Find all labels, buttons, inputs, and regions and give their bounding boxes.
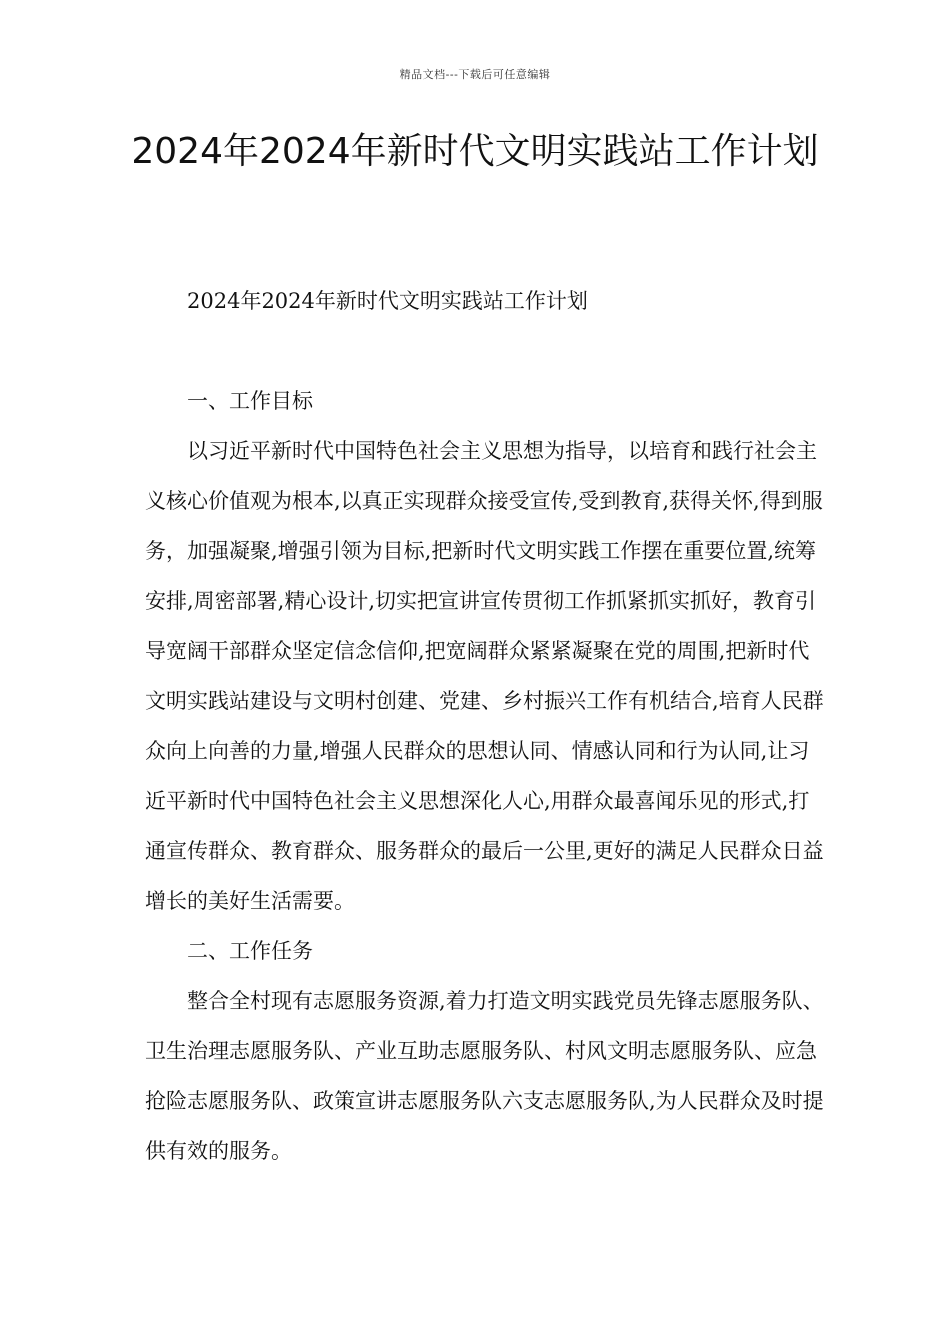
document-body bbox=[145, 276, 825, 1176]
section-paragraph-tasks: 整合全村现有志愿服务资源,着力打造文明实践党员先锋志愿服务队、卫生治理志愿服务队、产业互助志愿服务队、村风文明志愿服务队、应急抢险志愿服务队、政策宣讲志愿服务队六支志愿服务队,为人民群众及时提供有效的服务。 bbox=[145, 989, 824, 1163]
document-title: 2024年2024年新时代文明实践站工作计划 bbox=[131, 131, 819, 172]
document-subtitle: 2024年2024年新时代文明实践站工作计划 bbox=[187, 289, 588, 313]
section-heading-goals: 一、工作目标 bbox=[187, 389, 313, 413]
section-paragraph-goals: 以习近平新时代中国特色社会主义思想为指导，以培育和践行社会主义核心价值观为根本,以真正实现群众接受宣传,受到教育,获得关怀,得到服务，加强凝聚,增强引领为目标,把新时代文明实践工作摆在重要位置,统筹安排,周密部署,精心设计,切实把宣讲宣传贯彻工作抓紧抓实抓好，教育引导宽阔干部群众坚定信念信仰,把宽阔群众紧紧凝聚在党的周围,把新时代文明实践站建设与文明村创建、党建、乡村振兴工作有机结合,培育人民群众向上向善的力量,增强人民群众的思想认同、情感认同和行为认同,让习近平新时代中国特色社会主义思想深化人心,用群众最喜闻乐见的形式,打通宣传群众、教育群众、服务群众的最后一公里,更好的满足人民群众日益增长的美好生活需要。 bbox=[145, 439, 824, 913]
section-heading-tasks: 二、工作任务 bbox=[187, 939, 313, 963]
page-header-note: 精品文档---下载后可任意编辑 bbox=[399, 68, 551, 81]
